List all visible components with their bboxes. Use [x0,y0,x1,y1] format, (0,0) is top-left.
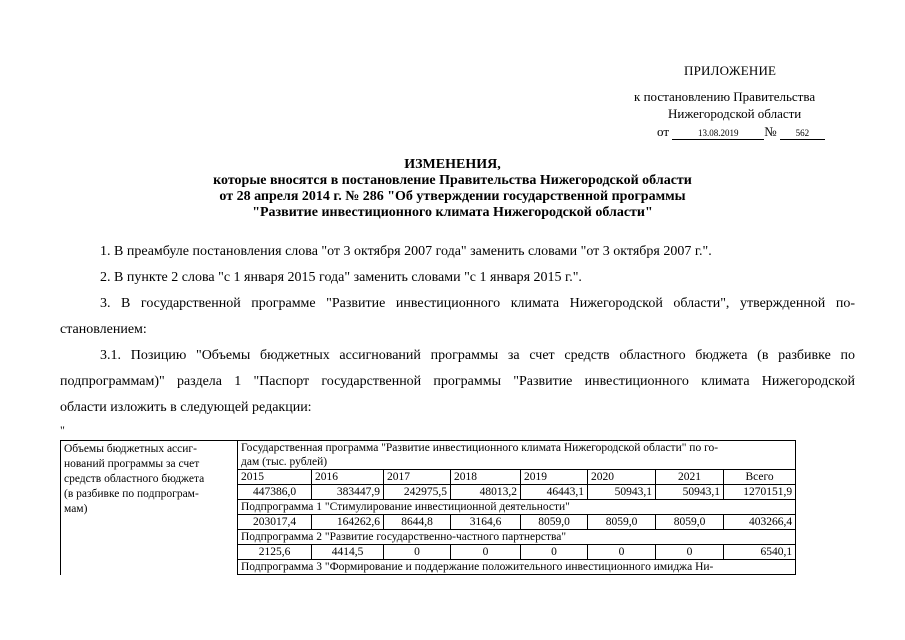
paragraph-3-1-line-3: области изложить в следующей редакции: [60,400,312,415]
number-label: № [764,124,777,139]
budget-position-label [61,441,238,575]
value-cell: 0 [588,545,656,560]
paragraph-3-1-line-2: подпрограммам)" раздела 1 "Паспорт государственной программы "Развитие инвестиционного климата Нижегородской [60,374,855,389]
value-cell: 447386,0 [238,485,312,500]
subprogram-2-title: Подпрограмма 2 "Развитие государственно-частного партнерства" [238,530,796,545]
value-cell: 8059,0 [656,515,724,530]
appendix-date-line [657,124,825,140]
year-cell: 2021 [656,470,724,485]
value-cell: 8644,8 [384,515,451,530]
value-cell: 0 [384,545,451,560]
value-cell: 4414,5 [312,545,384,560]
value-cell: 383447,9 [312,485,384,500]
total-value-cell: 1270151,9 [724,485,796,500]
paragraph-3-line-1: 3. В государственной программе "Развитие инвестиционного климата Нижегородской области", утвержденной по- [100,296,855,311]
paragraph-2: 2. В пункте 2 слова "с 1 января 2015 года" заменить словами "с 1 января 2015 г.". [100,270,582,285]
budget-position-text: Объемы бюджетных ассиг- нований программы за счет средств областного бюджета (в разбивке по подпрограм- мам) [64,443,205,515]
value-cell: 242975,5 [384,485,451,500]
budget-table [60,440,796,575]
opening-quote: " [60,423,65,437]
year-cell: 2019 [521,470,588,485]
value-cell: 0 [451,545,521,560]
paragraph-1: 1. В преамбуле постановления слова "от 3 октября 2007 года" заменить словами "от 3 октября 2007 г.". [100,244,712,259]
heading-line-2: которые вносятся в постановление Правительства Нижегородской области [213,173,692,188]
value-cell: 8059,0 [521,515,588,530]
total-header-cell: Всего [724,470,796,485]
year-cell: 2017 [384,470,451,485]
value-cell: 2125,6 [238,545,312,560]
appendix-line-1: к постановлению Правительства [634,89,816,104]
heading-line-4: "Развитие инвестиционного климата Нижегородской области" [252,205,653,220]
paragraph-3-line-2: становлением: [60,322,147,337]
year-cell: 2016 [312,470,384,485]
program-title-text: Государственная программа "Развитие инвестиционного климата Нижегородской области" по го- дам (тыс. рублей) [241,442,719,468]
subprogram-1-title: Подпрограмма 1 "Стимулирование инвестиционной деятельности" [238,500,796,515]
year-cell: 2018 [451,470,521,485]
value-cell: 48013,2 [451,485,521,500]
value-cell: 50943,1 [588,485,656,500]
heading-line-3: от 28 апреля 2014 г. № 286 "Об утверждении государственной программы [219,189,686,204]
total-value-cell: 6540,1 [724,545,796,560]
paragraph-3-1-line-1: 3.1. Позицию "Объемы бюджетных ассигнований программы за счет средств областного бюджета (в разбивке по [100,348,855,363]
value-cell: 0 [521,545,588,560]
year-cell: 2015 [238,470,312,485]
value-cell: 0 [656,545,724,560]
subprogram-3-title: Подпрограмма 3 "Формирование и поддержание положительного инвестиционного имиджа Ни- [238,560,796,575]
program-title-cell [238,441,796,470]
value-cell: 203017,4 [238,515,312,530]
value-cell: 164262,6 [312,515,384,530]
total-value-cell: 403266,4 [724,515,796,530]
value-cell: 50943,1 [656,485,724,500]
value-cell: 8059,0 [588,515,656,530]
heading-title: ИЗМЕНЕНИЯ, [404,157,501,172]
from-label: от [657,124,670,139]
appendix-number: 562 [780,128,825,140]
program-title-row [61,441,796,470]
value-cell: 46443,1 [521,485,588,500]
appendix-line-2: Нижегородской области [668,106,802,121]
appendix-title: ПРИЛОЖЕНИЕ [684,63,777,78]
appendix-date: 13.08.2019 [672,128,764,140]
value-cell: 3164,6 [451,515,521,530]
year-cell: 2020 [588,470,656,485]
